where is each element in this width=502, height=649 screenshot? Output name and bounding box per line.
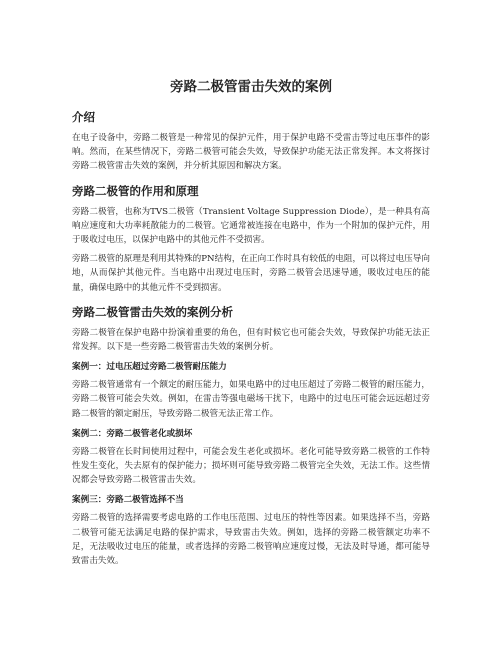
document-title: 旁路二极管雷击失效的案例	[170, 79, 332, 95]
case-three-paragraph: 旁路二极管的选择需要考虑电路的工作电压范围、过电压的特性等因素。如果选择不当，旁路二极管可能无法满足电路的保护需求，导致雷击失效。例如，选择的旁路二极管额定功率不足，无法吸收过电压的能量，或者选择的旁路二极管响应速度过慢，无法及时导通，都可能导致雷击失效。	[72, 513, 430, 567]
case-two-heading: 案例二：旁路二极管老化或损坏	[72, 428, 193, 439]
function-paragraph: 旁路二极管，也称为TVS二极管（Transient Voltage Suppression Diode），是一种具有高响应速度和大功率耗散能力的二极管。它通常被连接在电路中，作为一个附加的保护元件，用于吸收过电压，以保护电路中的其他元件不受损害。	[72, 206, 430, 246]
section-heading-function-principle: 旁路二极管的作用和原理	[72, 183, 199, 198]
intro-paragraph: 在电子设备中，旁路二极管是一种常见的保护元件，用于保护电路不受雷击等过电压事件的影响。然而，在某些情况下，旁路二极管可能会失效，导致保护功能无法正常发挥。本文将探讨旁路二极管雷击失效的案例，并分析其原因和解决方案。	[72, 133, 430, 172]
case-three-heading: 案例三：旁路二极管选择不当	[72, 495, 184, 506]
case-one-paragraph: 旁路二极管通常有一个额定的耐压能力，如果电路中的过电压超过了旁路二极管的耐压能力，旁路二极管可能会失效。例如，在雷击等强电磁场干扰下，电路中的过电压可能会远远超过旁路二极管的额定耐压，导致旁路二极管无法正常工作。	[72, 380, 430, 419]
case-two-paragraph: 旁路二极管在长时间使用过程中，可能会发生老化或损坏。老化可能导致旁路二极管的工作特性发生变化，失去原有的保护能力；损坏则可能导致旁路二极管完全失效，无法工作。这些情况都会导致旁路二极管雷击失效。	[72, 446, 430, 486]
case-analysis-intro-paragraph: 旁路二极管在保护电路中扮演着重要的角色，但有时候它也可能会失效，导致保护功能无法正常发挥。以下是一些旁路二极管雷击失效的案例分析。	[72, 327, 430, 353]
section-heading-case-analysis: 旁路二极管雷击失效的案例分析	[72, 304, 233, 319]
section-heading-intro: 介绍	[72, 110, 95, 124]
principle-paragraph: 旁路二极管的原理是利用其特殊的PN结构，在正向工作时具有较低的电阻，可以将过电压导向地，从而保护其他元件。当电路中出现过电压时，旁路二极管会迅速导通，吸收过电压的能量，确保电路中的其他元件不受到损害。	[72, 254, 430, 293]
case-one-heading: 案例一：过电压超过旁路二极管耐压能力	[72, 362, 227, 373]
